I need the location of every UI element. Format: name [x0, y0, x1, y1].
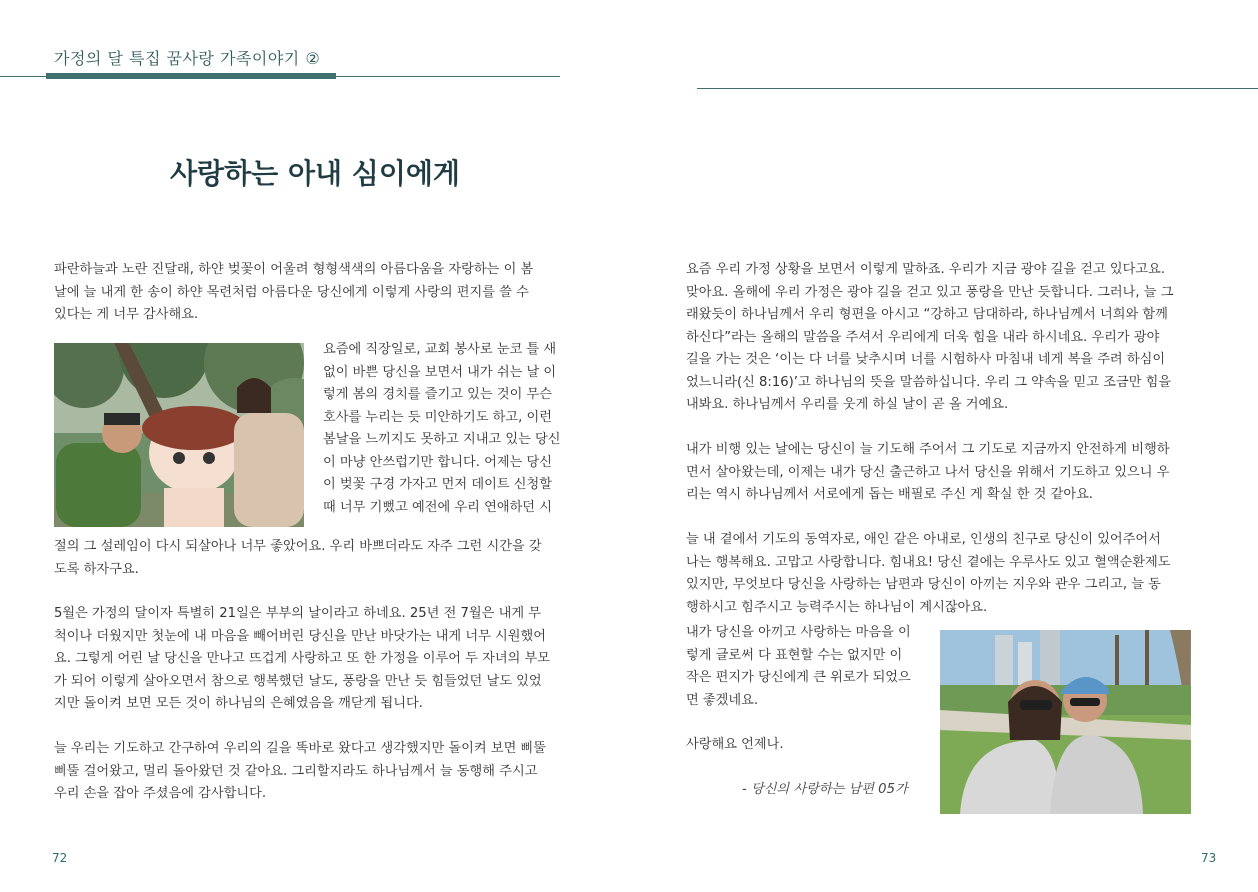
- text-line: 길을 가는 것은 ‘이는 다 너를 낮추시며 너를 시험하사 마침내 네게 복을 주려 하심이: [686, 352, 1166, 367]
- text-line: 행하시고 힘주시고 능력주시는 하나님이 계시잖아요.: [686, 599, 988, 615]
- text-line: 절의 그 설레임이 다시 되살아나 너무 좋았어요. 우리 바쁘더라도 자주 그런 시간을 갖: [54, 539, 542, 554]
- text-line: 리는 역시 하나님께서 서로에게 돕는 배필로 주신 게 확실 한 것 같아요.: [686, 487, 1093, 502]
- text-line: 있지만, 무엇보다 당신을 사랑하는 남편과 당신이 아끼는 지우와 관우 그리고, 늘 동: [686, 577, 1161, 592]
- header-rule-right: [697, 88, 1258, 89]
- text-line: 때 너무 기뻤고 예전에 우리 연애하던 시: [323, 499, 552, 515]
- left-wrap-paragraph: [323, 339, 575, 519]
- text-line: 가 되어 이렇게 살아오면서 참으로 행복했던 날도, 풍랑을 만난 듯 힘들었던 날도 있었: [54, 673, 542, 689]
- couple-photo-cherry-blossom: [54, 343, 304, 527]
- text-line: 내가 당신을 아끼고 사랑하는 마음을 이: [686, 625, 911, 640]
- signature: - 당신의 사랑하는 남편 05가: [742, 782, 908, 797]
- text-line: 늘 우리는 기도하고 간구하여 우리의 길을 똑바로 왔다고 생각했지만 돌이켜 보면 삐뚤: [54, 741, 546, 756]
- text-line: 호사를 누리는 듯 미안하기도 하고, 이런: [323, 409, 552, 425]
- text-line: 늘 내 곁에서 기도의 동역자로, 애인 같은 아내로, 인생의 친구로 당신이 있어주어서: [686, 532, 1161, 547]
- text-line: 5월은 가정의 달이자 특별히 21일은 부부의 날이라고 하네요. 25년 전 7월은 내게 무: [54, 606, 542, 621]
- text-line: 었느니라(신 8:16)’고 하나님의 뜻을 말씀하십니다. 우리 그 약속을 믿고 조금만 힘을: [686, 374, 1172, 390]
- text-line: 렇게 봄의 경치를 즐기고 있는 것이 무슨: [323, 387, 552, 402]
- text-line: 요. 그렇게 어린 날 당신을 만나고 뜨겁게 사랑하고 또 한 가정을 이루어 두 자녀의 부모: [54, 651, 551, 666]
- left-paragraph-3: [54, 738, 574, 806]
- page-number-right: 73: [1201, 851, 1217, 865]
- text-line: 렇게 글로써 다 표현할 수는 없지만 이: [686, 647, 903, 663]
- text-line: 척이나 더웠지만 첫눈에 내 마음을 빼어버린 당신을 만난 바닷가는 내게 너무 시원했어: [54, 628, 546, 644]
- left-wrap-end-paragraph: [54, 536, 574, 581]
- text-line: 맞아요. 올해에 우리 가정은 광야 길을 걷고 있고 풍랑을 만난 듯합니다. 그러나, 늘 그: [686, 284, 1174, 300]
- article-title: 사랑하는 아내 심이에게: [170, 157, 460, 190]
- text-line: 우리 손을 잡아 주셨음에 감사합니다.: [54, 786, 267, 801]
- right-wrap-paragraph: [686, 622, 926, 712]
- right-paragraph-2: [686, 439, 1198, 507]
- text-line: 요즘 우리 가정 상황을 보면서 이렇게 말하죠. 우리가 지금 광야 길을 걷고 있다고요.: [686, 262, 1166, 277]
- text-line: 없이 바쁜 당신을 보면서 내가 쉬는 날 이: [323, 364, 557, 380]
- closing-line: [686, 734, 926, 757]
- page-number-left: 72: [52, 851, 68, 865]
- text-line: 요즘에 직장일로, 교회 봉사로 눈코 틀 새: [323, 342, 557, 357]
- text-line: 내가 비행 있는 날에는 당신이 늘 기도해 주어서 그 기도로 지금까지 안전하게 비행하: [686, 442, 1170, 457]
- text-line: 지만 돌이켜 보면 모든 것이 하나님의 은혜였음을 깨닫게 됩니다.: [54, 696, 423, 711]
- text-line: 도록 하자구요.: [54, 561, 139, 577]
- text-line: 있다는 게 너무 감사해요.: [54, 307, 199, 322]
- header-rule-accent: [46, 73, 336, 79]
- text-line: 하신다”라는 올해의 말씀을 주셔서 우리에게 더욱 힘을 내라 하시네요. 우리가 광야: [686, 329, 1160, 345]
- right-paragraph-3: [686, 529, 1198, 619]
- text-line: 삐뚤 걸어왔고, 멀리 돌아왔던 것 같아요. 그리할지라도 하나님께서 늘 동행해 주시고: [54, 763, 538, 779]
- text-line: 면서 살아왔는데, 이제는 내가 당신 출근하고 나서 당신을 위해서 기도하고 있으니 우: [686, 464, 1170, 480]
- text-line: 내봐요. 하나님께서 우리를 웃게 하실 날이 곧 올 거예요.: [686, 397, 1009, 412]
- text-line: 작은 편지가 당신에게 큰 위로가 되었으: [686, 670, 911, 685]
- text-line: 나는 행복해요. 고맙고 사랑합니다. 힘내요! 당신 곁에는 우루사도 있고 혈액순환제도: [686, 554, 1171, 570]
- text-line: 래왔듯이 하나님께서 우리 형편을 아시고 “강하고 담대하라, 하나님께서 너희와 함께: [686, 307, 1168, 322]
- text-line: 이 벚꽃 구경 가자고 먼저 데이트 신청할: [323, 477, 552, 492]
- text-line: 이 마냥 안쓰럽기만 합니다. 어제는 당신: [323, 454, 552, 470]
- text-line: 파란하늘과 노란 진달래, 하얀 벚꽃이 어울려 형형색색의 아름다움을 자랑하는 이 봄: [54, 262, 534, 277]
- text-line: 사랑해요 언제나.: [686, 737, 784, 752]
- text-line: 날에 늘 내게 한 송이 하얀 목련처럼 아름다운 당신에게 이렇게 사랑의 편지를 쓸 수: [54, 284, 529, 300]
- text-line: 면 좋겠네요.: [686, 692, 759, 708]
- section-title: 가정의 달 특집 꿈사랑 가족이야기 ②: [54, 49, 321, 68]
- couple-photo-beach: [940, 630, 1191, 814]
- text-line: 봄날을 느끼지도 못하고 지내고 있는 당신: [323, 432, 561, 447]
- left-paragraph-2: [54, 603, 574, 716]
- right-paragraph-1: [686, 259, 1198, 417]
- left-intro-paragraph: [54, 259, 574, 327]
